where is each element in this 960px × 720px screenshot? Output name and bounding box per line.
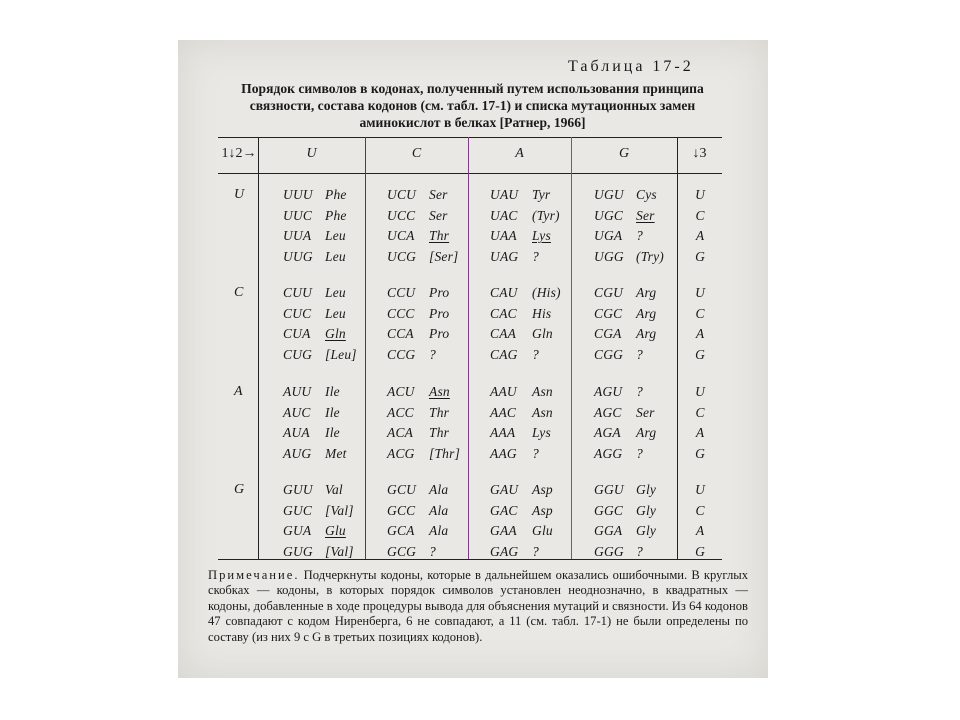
third-base-label: C [695,305,705,321]
amino-acid: Leu [325,285,346,300]
caption-line: Порядок символов в кодонах, полученный путем использования принципа [241,81,704,96]
third-base-label: A [695,523,705,538]
amino-acid: Tyr [532,187,551,202]
third-base-label: U [695,482,705,497]
amino-acid: ? [532,346,539,362]
amino-acid: Thr [429,425,450,440]
table-caption [200,80,745,131]
amino-acid: Met [325,445,347,461]
codon-cell [594,503,656,519]
amino-acid: Ala [429,482,449,497]
codon-cell [594,544,643,560]
codon-cell [283,405,340,421]
codon: AGA [594,425,621,440]
table-note [208,568,748,645]
third-base-label: A [695,326,705,341]
codon: CCU [387,285,416,300]
codon: UGG [594,248,624,264]
codon: GAG [490,543,519,559]
amino-acid: [Val] [325,543,354,559]
first-base-label: U [234,187,245,202]
amino-acid: Leu [325,228,346,243]
codon: AAU [490,384,517,399]
third-base-label: G [695,445,705,461]
codon: CGG [594,346,624,362]
codon-cell [387,544,436,560]
amino-acid: ? [532,248,539,264]
codon: CCC [387,305,415,321]
codon-cell [490,228,551,244]
amino-acid: Phe [325,207,347,223]
note-label: Примечание. [208,568,300,582]
amino-acid: Pro [429,285,450,300]
amino-acid: ? [636,228,643,243]
amino-acid: Asp [532,482,553,497]
codon-cell [283,384,340,400]
codon: GGC [594,502,624,518]
amino-acid: Ser [636,404,655,420]
column-divider [365,137,366,559]
codon-cell [594,523,656,539]
codon-cell [490,285,561,301]
third-base-label: C [695,207,705,223]
amino-acid: Ser [429,187,448,202]
codon: UAG [490,248,519,264]
amino-acid: (Try) [636,248,664,264]
amino-acid: Gln [532,326,553,341]
amino-acid: Ala [429,523,449,538]
codon: GAC [490,502,518,518]
codon-cell [594,187,657,203]
codon-cell [283,503,354,519]
codon-cell [594,384,643,400]
column-divider [468,137,469,559]
amino-acid: Asn [429,384,450,399]
amino-acid: Ser [636,207,655,223]
codon: GCA [387,523,415,538]
amino-acid: ? [636,346,643,362]
codon: ACG [387,445,415,461]
codon: CAU [490,285,518,300]
codon-cell [594,326,656,342]
column-header-a: A [515,146,524,161]
column-divider [677,137,678,559]
codon-cell [283,482,343,498]
column-header-u: U [306,146,317,161]
codon: AUU [283,384,312,399]
codon-cell [283,285,346,301]
codon-cell [490,384,553,400]
caption-line: связности, состава кодонов (см. табл. 17-1) и списка мутационных замен [249,98,696,113]
codon-cell [490,326,553,342]
codon: AAG [490,445,517,461]
third-base-label: C [695,404,705,420]
amino-acid: Thr [429,404,450,420]
column-header-g: G [618,146,630,161]
codon-cell [387,523,448,539]
amino-acid: Phe [325,187,347,202]
codon-cell [594,446,643,462]
codon: UCU [387,187,417,202]
codon-cell [387,285,449,301]
codon: GGA [594,523,623,538]
codon: UUU [283,187,313,202]
codon-cell [594,228,643,244]
amino-acid: Glu [325,523,346,538]
amino-acid: [Val] [325,502,354,518]
codon-cell [594,482,656,498]
codon: GGG [594,543,624,559]
codon-cell [490,208,560,224]
amino-acid: Leu [325,305,346,321]
codon: ACU [387,384,415,399]
codon: CUG [283,346,313,362]
codon-cell [387,503,448,519]
third-base-label: A [695,425,705,440]
codon-cell [490,306,551,322]
amino-acid: ? [636,384,643,399]
amino-acid: ? [636,543,643,559]
codon: UCA [387,228,415,243]
amino-acid: Thr [429,228,450,243]
codon: CGC [594,305,623,321]
third-base-label: U [695,384,705,399]
codon-cell [387,249,459,265]
codon: CUC [283,305,312,321]
codon-cell [490,347,539,363]
codon-cell [283,347,357,363]
codon-cell [594,425,656,441]
codon: CAA [490,326,517,341]
codon-cell [490,544,539,560]
codon: CUA [283,326,311,341]
codon-cell [490,446,539,462]
amino-acid: Leu [325,248,346,264]
third-base-label: G [695,248,705,264]
codon: CCG [387,346,416,362]
codon-cell [283,187,347,203]
amino-acid: Arg [636,326,657,341]
amino-acid: Gly [636,482,657,497]
codon: GCU [387,482,417,497]
column-divider [571,137,572,559]
amino-acid: Ser [429,207,448,223]
codon-cell [283,306,346,322]
codon: GGU [594,482,624,497]
codon-cell [283,544,354,560]
codon-cell [387,446,460,462]
amino-acid: Pro [429,326,450,341]
codon: UAC [490,207,518,223]
codon-cell [283,208,347,224]
amino-acid: ? [532,543,539,559]
amino-acid: (Tyr) [532,207,560,223]
codon: CCA [387,326,414,341]
codon: UAU [490,187,519,202]
column-divider [258,137,259,559]
codon: CGU [594,285,624,300]
third-base-label: U [695,187,705,202]
codon-cell [594,249,664,265]
amino-acid: Gly [636,523,657,538]
codon: UUC [283,207,313,223]
codon: ACA [387,425,414,440]
codon: UUG [283,248,313,264]
amino-acid: ? [429,543,436,559]
amino-acid: Ile [325,425,340,440]
codon-cell [283,425,340,441]
codon-cell [387,425,449,441]
codon-cell [283,523,346,539]
corner-header: 1↓2→ [221,146,257,161]
codon: CAG [490,346,518,362]
codon: AGC [594,404,622,420]
codon: UUA [283,228,312,243]
codon: AUA [283,425,310,440]
amino-acid: Pro [429,305,450,321]
codon: AGU [594,384,623,399]
codon-cell [594,405,655,421]
codon-cell [283,446,347,462]
codon: GUA [283,523,312,538]
codon-cell [594,208,655,224]
amino-acid: ? [532,445,539,461]
codon-cell [387,326,449,342]
codon-cell [387,228,449,244]
codon-cell [283,326,346,342]
codon-cell [594,285,656,301]
amino-acid: Lys [532,425,551,440]
amino-acid: [Leu] [325,346,357,362]
amino-acid: Ile [325,404,340,420]
codon-cell [387,306,449,322]
codon: UGC [594,207,624,223]
first-base-label: A [234,384,243,399]
codon-cell [594,347,643,363]
amino-acid: Cys [636,187,657,202]
first-base-label: G [234,482,245,497]
caption-line: аминокислот в белках [Ратнер, 1966] [359,115,586,130]
codon: GUG [283,543,313,559]
codon: UGU [594,187,624,202]
codon-cell [387,187,448,203]
amino-acid: Ala [429,502,449,518]
amino-acid: Asn [532,404,553,420]
codon-cell [490,523,553,539]
codon: AAC [490,404,517,420]
third-base-label: U [695,285,705,300]
codon: AAA [490,425,516,440]
amino-acid: Arg [636,285,657,300]
codon: UAA [490,228,517,243]
amino-acid: Arg [636,425,657,440]
codon: GCG [387,543,417,559]
codon-cell [490,405,553,421]
amino-acid: Arg [636,305,657,321]
codon: GUC [283,502,313,518]
codon: AUC [283,404,311,420]
table-number: Таблица 17-2 [568,58,694,75]
codon: GAU [490,482,519,497]
codon-cell [490,503,553,519]
amino-acid: His [532,305,552,321]
table-top-rule [218,137,722,138]
codon-cell [283,228,346,244]
codon: ACC [387,404,414,420]
codon-cell [490,249,539,265]
codon-cell [283,249,346,265]
codon: CAC [490,305,517,321]
third-header: ↓3 [692,146,707,161]
codon-cell [594,306,656,322]
amino-acid: ? [429,346,436,362]
codon: GCC [387,502,416,518]
codon-cell [387,384,450,400]
column-header-c: C [411,146,422,161]
amino-acid: [Ser] [429,248,459,264]
amino-acid: Gly [636,502,657,518]
amino-acid: Ile [325,384,340,399]
codon-cell [490,425,551,441]
amino-acid: [Thr] [429,445,461,461]
third-base-label: A [695,228,705,243]
third-base-label: G [695,346,705,362]
third-base-label: G [695,543,705,559]
codon-cell [387,347,436,363]
codon: CGA [594,326,622,341]
codon: UGA [594,228,623,243]
amino-acid: Asn [532,384,553,399]
codon: AGG [594,445,623,461]
header-bottom-rule [218,173,722,174]
codon: GUU [283,482,313,497]
amino-acid: Val [325,482,343,497]
codon-cell [490,482,553,498]
first-base-label: C [234,285,244,300]
note-text: Подчеркнуты кодоны, которые в дальнейшем оказались ошибочными. В круглых скобках — кодоны, в которых порядок символов установлен неоднозначно, в квадратных — кодоны, добавленные в ходе процедуры вывода для объяснения мутаций и связности. Из 64 кодонов 47 совпадают с кодом Ниренберга, 6 не совпадают, а 11 (см. табл. 17-1) не были определены по составу (из них 9 с G в третьих позициях кодонов). [208,568,748,644]
amino-acid: Gln [325,326,346,341]
amino-acid: Lys [532,228,551,243]
codon: UCC [387,207,416,223]
codon: AUG [283,445,312,461]
codon-cell [387,208,448,224]
codon-cell [387,405,449,421]
amino-acid: ? [636,445,643,461]
codon-cell [387,482,448,498]
amino-acid: (His) [532,285,561,300]
codon-cell [490,187,550,203]
third-base-label: C [695,502,705,518]
amino-acid: Glu [532,523,553,538]
codon: UCG [387,248,417,264]
codon: CUU [283,285,313,300]
amino-acid: Asp [532,502,553,518]
codon: GAA [490,523,517,538]
